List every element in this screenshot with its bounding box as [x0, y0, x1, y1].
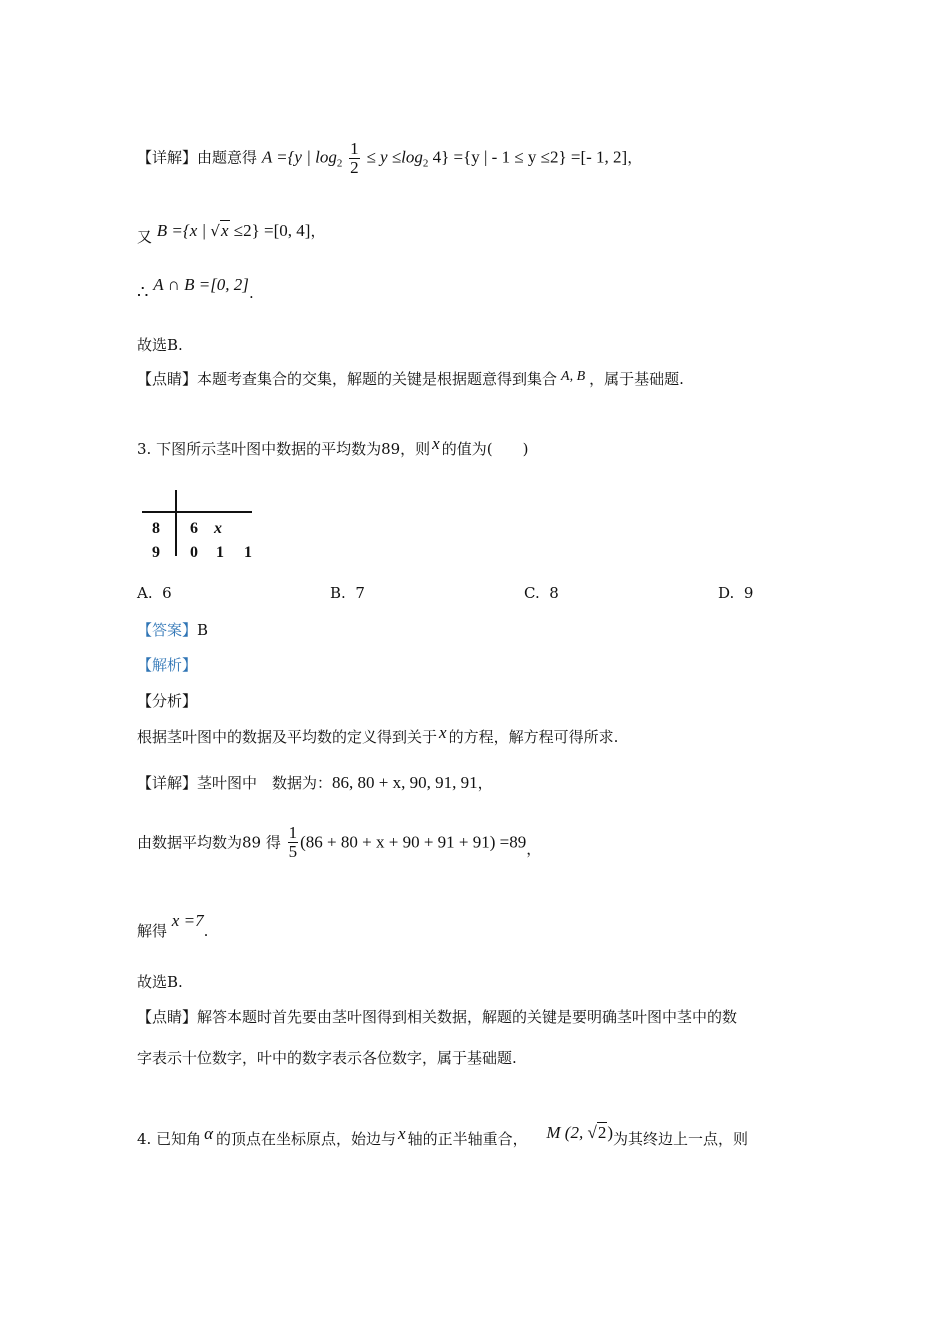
intersection-formula: A ∩ B =[0, 2] — [153, 275, 249, 294]
set-a-formula-part1: A ={y | log — [261, 147, 337, 167]
sqrt-argument: 2 — [597, 1123, 607, 1142]
punctuation: ， — [310, 222, 326, 240]
note-line-2-cont: 字表示十位数字，叶中的数字表示各位数字，属于基础题. — [137, 1049, 517, 1067]
therefore-symbol: ∴ — [137, 282, 149, 303]
question-text-4: 为其终边上一点，则 — [612, 1130, 748, 1148]
leaf-9-3: 1 — [244, 544, 252, 561]
average-equation-line — [137, 824, 541, 861]
fenxi-text-2: 的方程，解方程可得所求. — [448, 728, 619, 746]
sets-label: A, B — [561, 369, 586, 384]
log-base: 2 — [422, 157, 429, 170]
detail-prefix: 由题意得 — [197, 148, 258, 167]
alpha-symbol: α — [204, 1124, 214, 1143]
note-text-1: 本题考查集合的交集，解题的关键是根据题意得到集合 — [197, 370, 558, 388]
log-base: 2 — [336, 157, 343, 170]
question-text-1: 4. 已知角 — [137, 1130, 202, 1148]
average-prefix: 由数据平均数为89 得 — [137, 833, 281, 852]
option-value: 8 — [549, 584, 559, 602]
data-list: 86, 80 + x, 90, 91, 91 — [332, 773, 478, 792]
option-value: 6 — [162, 584, 172, 602]
fraction-one-fifth — [288, 824, 299, 861]
option-b — [330, 584, 365, 602]
option-d — [718, 584, 753, 602]
stem-leaf-diagram — [140, 488, 260, 568]
fraction-one-half — [349, 140, 360, 177]
detail-tag: 【详解】 — [137, 774, 198, 792]
detail-text: 茎叶图中 数据为： — [197, 774, 333, 792]
fenxi-text-1: 根据茎叶图中的数据及平均数的定义得到关于 — [137, 728, 438, 746]
point-m-part2: ) — [607, 1123, 613, 1142]
note-line-2 — [137, 1006, 737, 1028]
fraction-denominator: 2 — [350, 158, 359, 177]
set-b-line: 又 B ={x | √x ≤2} =[0, 4]， — [137, 221, 326, 246]
stem-9: 9 — [152, 544, 160, 561]
detail-line-set-a — [137, 140, 642, 177]
fenxi-tag: 【分析】 — [137, 692, 198, 710]
solve-prefix: 解得 — [137, 922, 168, 940]
detail-tag: 【详解】 — [137, 148, 198, 167]
choose-answer-1: 故选B. — [137, 336, 183, 354]
punctuation: . — [203, 922, 209, 940]
option-c — [524, 584, 559, 602]
option-label: A. — [137, 584, 153, 602]
solve-line — [137, 910, 209, 940]
punctuation: ， — [627, 148, 643, 167]
question-text-1: 3. 下图所示茎叶图中数据的平均数为89，则 — [137, 440, 431, 458]
sqrt-symbol-wrapper: √2 — [587, 1123, 607, 1142]
note-tag: 【点睛】 — [137, 1008, 198, 1026]
question-3 — [137, 434, 529, 460]
line-prefix: 又 — [137, 228, 153, 246]
option-a — [137, 584, 172, 602]
answer-tag: 【答案】 — [137, 621, 198, 639]
option-label: B. — [330, 584, 346, 602]
stem-8: 8 — [152, 520, 160, 537]
detail-line-data — [137, 772, 493, 794]
answer-value: B — [197, 621, 209, 639]
question-text-3: 轴的正半轴重合， — [407, 1130, 528, 1148]
option-label: C. — [524, 584, 540, 602]
option-value: 9 — [743, 584, 754, 602]
fraction-numerator: 1 — [350, 139, 359, 158]
note-text-2: ，属于基础题. — [589, 370, 684, 388]
analysis-tag: 【解析】 — [137, 656, 198, 674]
set-a-formula-part2: ≤ y ≤log — [366, 147, 423, 167]
note-tag: 【点睛】 — [137, 370, 198, 388]
set-a-formula-part3: 4} ={y | - 1 ≤ y ≤2} =[- 1, 2] — [428, 147, 628, 167]
question-variable: x — [398, 1124, 406, 1143]
set-b-formula-part2: ≤2} =[0, 4] — [229, 221, 311, 240]
fraction-numerator: 1 — [288, 823, 298, 842]
punctuation: . — [248, 284, 254, 302]
answer-line — [137, 619, 208, 641]
leaf-9-2: 1 — [216, 544, 224, 561]
average-equation: (86 + 80 + x + 90 + 91 + 91) =89 — [300, 832, 527, 852]
note-text: 解答本题时首先要由茎叶图得到相关数据，解题的关键是要明确茎叶图中茎中的数 — [197, 1008, 738, 1026]
option-value: 7 — [355, 584, 365, 602]
leaf-9-1: 0 — [190, 544, 198, 561]
question-text-2: 的顶点在坐标原点，始边与 — [216, 1130, 397, 1148]
solution-formula: x =7 — [171, 911, 204, 930]
set-b-formula-part1: B ={x | — [156, 221, 211, 240]
choose-answer-2: 故选B. — [137, 973, 183, 991]
leaf-8-2: x — [214, 520, 222, 537]
sqrt-argument: x — [220, 221, 229, 240]
question-text-2: 的值为( ) — [441, 440, 529, 458]
fenxi-text — [137, 723, 619, 748]
intersection-line — [137, 274, 254, 303]
point-m-part1: M (2, — [546, 1123, 588, 1142]
question-4 — [137, 1123, 748, 1150]
punctuation: ， — [477, 774, 493, 792]
punctuation: ， — [526, 839, 542, 858]
question-variable: x — [432, 434, 440, 453]
fraction-denominator: 5 — [288, 842, 298, 861]
leaf-8-1: 6 — [190, 520, 198, 537]
fenxi-variable: x — [439, 723, 447, 742]
option-label: D. — [718, 584, 735, 602]
note-line-1 — [137, 368, 684, 392]
